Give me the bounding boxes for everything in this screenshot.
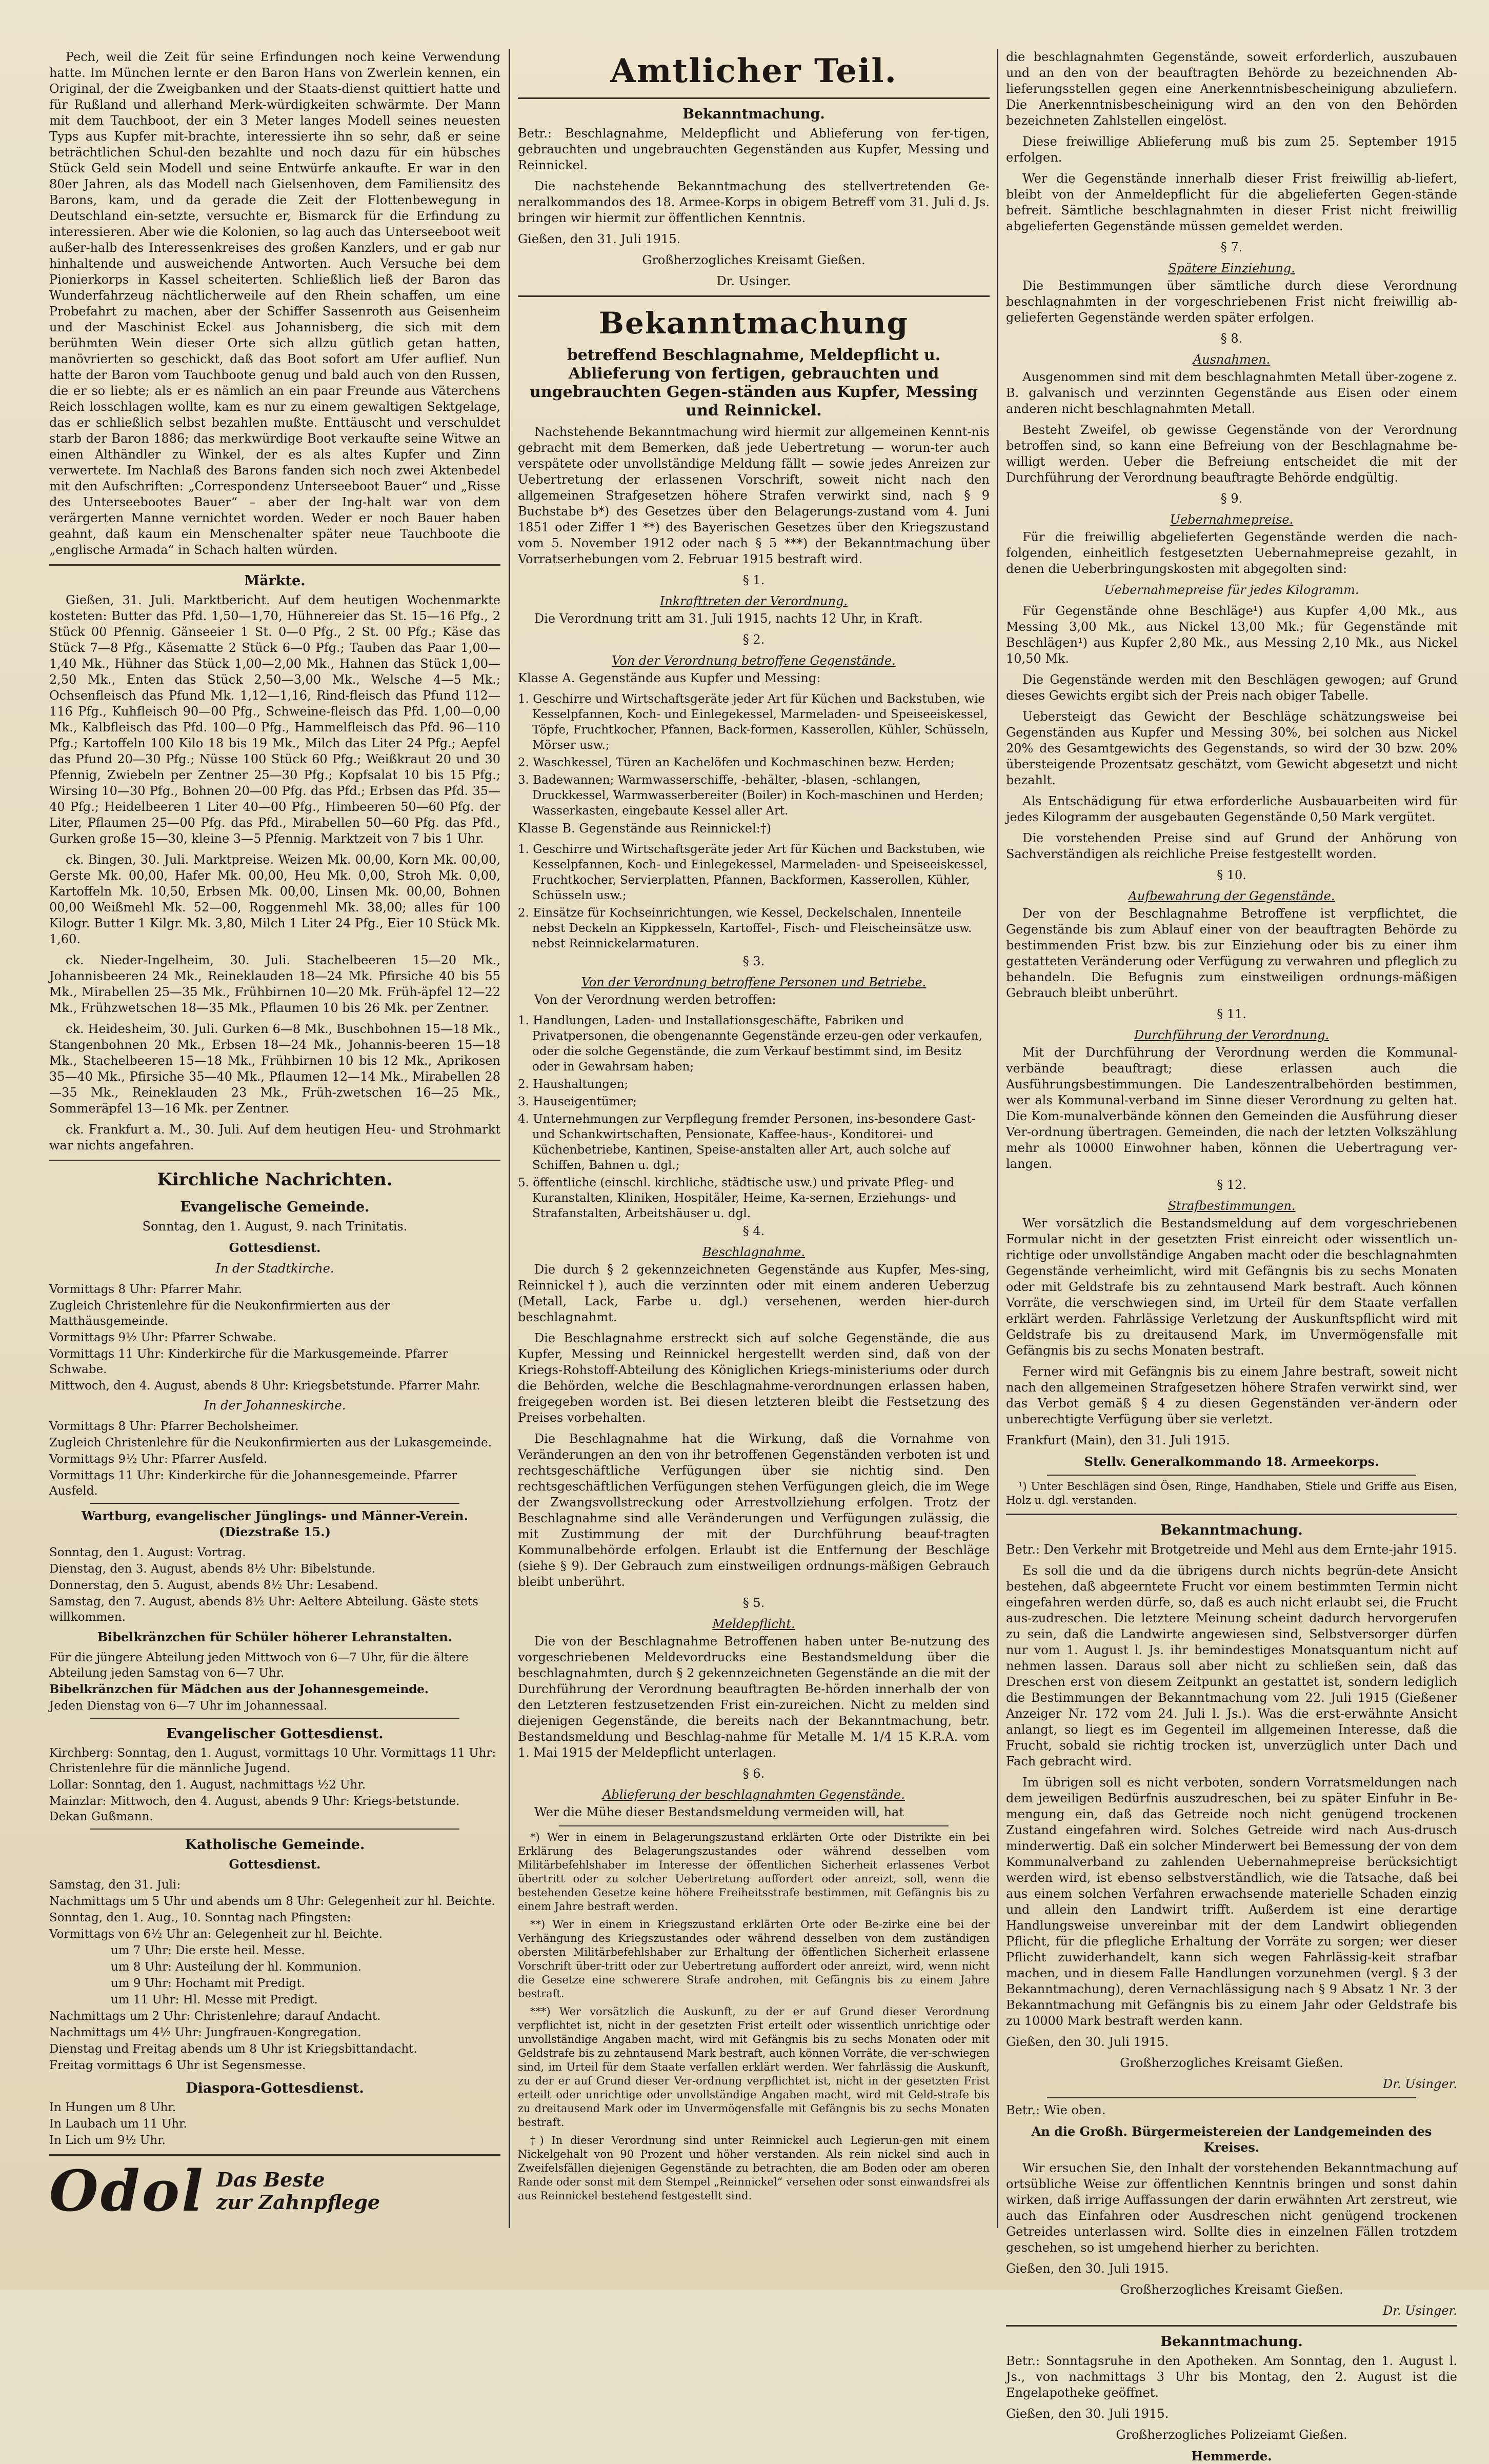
announcement-office: Großherzogliches Kreisamt Gießen.	[642, 253, 866, 267]
service-entry: Für die jüngere Abteilung jeden Mittwoch von 6—7 Uhr, für die ältere Abteilung jeden Samstag von 6—7 Uhr.	[49, 1651, 469, 1680]
service-entry: Freitag vormittags 6 Uhr ist Segensmesse.	[49, 2059, 306, 2072]
service-entry: Donnerstag, den 5. August, abends 8½ Uhr: Lesabend.	[49, 1579, 378, 1592]
list-item: 3. Hauseigentümer;	[518, 1095, 637, 1108]
service-entry: Vormittags 8 Uhr: Pfarrer Mahr.	[49, 1283, 243, 1296]
section-number: § 6.	[742, 1766, 765, 1781]
section-text: Ferner wird mit Gefängnis bis zu einem Jahre bestraft, soweit nicht nach den allgemeinen Strafgesetzen höhere Strafen verwirkt sind, wer das Verbot gemäß § 4 zu diesen Gegenständen ver-ändern oder unberechtigte Verfügung über sie verletzt.	[1006, 1364, 1457, 1426]
announcement-text: Wir ersuchen Sie, den Inhalt der vorstehenden Bekanntmachung auf ortsübliche Weise zur öffentlichen Kenntnis bringen und sonst dahin wirken, daß irrige Auffassungen der darin erwähnten Art zerstreut, wie auch das Einfahren oder Ausdreschen nicht genügend trockenen Getreides unterlassen wird. Sollte dies in einzelnen Fällen trotzdem geschehen, so ist umgehend hierher zu berichten.	[1006, 2161, 1457, 2255]
section-text: Ausgenommen sind mit dem beschlagnahmten Metall über-zogene z. B. galvanisch und verzinnten Gegenstände aus Eisen oder einem anderen nicht beschlagnahmten Metall.	[1006, 370, 1457, 416]
service-entry: um 7 Uhr: Die erste heil. Messe.	[111, 1944, 305, 1957]
stadtkirche-title: In der Stadtkirche.	[215, 1261, 334, 1276]
catholic-title: Katholische Gemeinde.	[185, 1837, 365, 1853]
section-text: Von der Verordnung werden betroffen:	[534, 992, 776, 1007]
divider	[49, 564, 500, 566]
list-item: 1. Handlungen, Laden- und Installationsgeschäfte, Fabriken und Privatpersonen, die obengenannte Gegenstände erzeu-gen oder verkaufen, oder die solche Gegenstände, die zum Verkauf bestimmt sind, im Besitz oder in Gewahrsam haben;	[518, 1014, 982, 1074]
service-entry: In Hungen um 8 Uhr.	[49, 2101, 176, 2114]
section-title: Durchführung der Verordnung.	[1134, 1028, 1330, 1042]
announcement-office: Großherzogliches Kreisamt Gießen.	[1120, 2056, 1343, 2070]
section-title: Spätere Einziehung.	[1168, 261, 1295, 275]
footnote: ***) Wer vorsätzlich die Auskunft, zu der er auf Grund dieser Verordnung verpflichtet ist, nicht in der gesetzten Frist erteilt oder wissentlich unrichtige oder unvollständige Angaben macht, wird mit Gefängnis bis zu sechs Monaten oder mit Geldstrafe bis zu zehntausend Mark bestraft, auch können Vorräte, die ver-schwiegen sind, im Urteil für dem Staate verfallen erklärt werden. Wer fahrlässig die Auskunft, zu der er auf Grund dieser Ver-ordnung verpflichtet ist, nicht in der gesetzten Frist erteilt oder unrichtige oder unvollständige Angaben macht, wird mit Geld-strafe bis zu dreitausend Mark oder im Unvermögensfalle mit Gefängnis bis zu sechs Monaten bestraft.	[518, 2005, 990, 2129]
announcement-subject: Betr.: Wie oben.	[1006, 2103, 1106, 2117]
section-title: Ablieferung der beschlagnahmten Gegenstände.	[602, 1787, 905, 1802]
announcement-signature: Dr. Usinger.	[1382, 2303, 1457, 2318]
service-entry: Vormittags 9½ Uhr: Pfarrer Ausfeld.	[49, 1453, 268, 1466]
column-rule	[997, 49, 998, 2228]
section-text: Uebersteigt das Gewicht der Beschläge schätzungsweise bei Gegenständen aus Kupfer und Messing 30%, bei solchen aus Nickel 20% des Gesamtgewichts des Gegenstands, so wird der 30 bzw. 20% übersteigende Prozentsatz geschätzt, vom Gewicht abgesetzt und nicht bezahlt.	[1006, 709, 1457, 787]
announcement-text: Die nachstehende Bekanntmachung des stellvertretenden Ge-neralkommandos des 18. Armee-Korps in obigem Betreff vom 31. Juli d. Js. bringen wir hiermit zur öffentlichen Kenntnis.	[518, 179, 990, 225]
section-text: Klasse B. Gegenstände aus Reinnickel:†)	[518, 821, 772, 836]
list-item: 5. öffentliche (einschl. kirchliche, städtische usw.) und private Pfleg- und Kuranstalten, Kliniken, Hospitäler, Heime, Ka-sernen, Erziehungs- und Strafanstalten, Arbeitshäuser u. dgl.	[518, 1176, 956, 1220]
section-title: Ausnahmen.	[1193, 352, 1271, 367]
service-date: Sonntag, den 1. August, 9. nach Trinitatis.	[142, 1219, 408, 1234]
service-entry: Nachmittags um 2 Uhr: Christenlehre; darauf Andacht.	[49, 2010, 381, 2023]
service-entry: um 9 Uhr: Hochamt mit Predigt.	[111, 1977, 305, 1990]
section-text: Besteht Zweifel, ob gewisse Gegenstände von der Verordnung betroffen sind, so kann eine Befreiung von der Beschlagnahme be-willigt werden. Ueber die Befreiung entscheidet die mit der Durchführung der Verordnung beauftragte Behörde endgültig.	[1006, 423, 1457, 485]
service-entry: Kirchberg: Sonntag, den 1. August, vormittags 10 Uhr. Vormittags 11 Uhr: Christenlehre für die männliche Jugend.	[49, 1746, 496, 1775]
section-text: Die Bestimmungen über sämtliche durch diese Verordnung beschlagnahmten in der vorgeschriebenen Frist nicht freiwillig ab-gelieferten Gegenstände werden später erfolgen.	[1006, 279, 1457, 325]
footnote: ¹) Unter Beschlägen sind Ösen, Ringe, Handhaben, Stiele und Griffe aus Eisen, Holz u. dgl. verstanden.	[1006, 1480, 1457, 1506]
divider	[1047, 1475, 1416, 1476]
bibel-title: Bibelkränzchen für Schüler höherer Lehranstalten.	[97, 1630, 453, 1644]
section-title: Meldepflicht.	[712, 1617, 795, 1631]
middle-column	[518, 49, 990, 2228]
section-text: Wer vorsätzlich die Bestandsmeldung auf dem vorgeschriebenen Formular nicht in der gesetzten Frist einreicht oder wissentlich un-richtige oder unvollständige Angaben macht oder die beschlagnahmten Gegenstände verheimlicht, wird mit Gefängnis bis zu sechs Monaten oder mit Geldstrafe bis zu zehntausend Mark bestraft. Auch können Vorräte, die verschwiegen sind, im Urteil für dem Staate verfallen erklärt werden. Fahrlässige Verletzung der Auskunftspflicht wird mit Geldstrafe bis zu dreitausend Mark, im Unvermögensfalle mit Gefängnis bis zu sechs Monaten bestraft.	[1006, 1216, 1457, 1358]
service-entry: Sonntag, den 1. August: Vortrag.	[49, 1546, 246, 1559]
service-entry: Lollar: Sonntag, den 1. August, nachmittags ½2 Uhr.	[49, 1778, 366, 1792]
list-item: 2. Haushaltungen;	[518, 1078, 629, 1091]
section-number: § 4.	[742, 1224, 765, 1238]
announcement-text: Es soll die und da die übrigens durch nichts begrün-dete Ansicht bestehen, daß abgeerntete Frucht vor einem bestimmten Termin nicht eingefahren werden dürfe, so, daß es auch nicht erlaubt sei, die Frucht aus-zudreschen. Die letztere Meinung scheint dadurch hervorgerufen zu sein, daß die Landwirte angewiesen sind, Selbstversorger dürfen nur vom 1. August l. Js. ihr bemindestiges Monatsquantum nicht auf nehmen lassen. Daraus soll aber nicht zu schließen sein, daß das Dreschen erst von diesem Zeitpunkt an gestattet ist, sondern lediglich die Bestimmungen der Bekanntmachung vom 22. Juli 1915 (Gießener Anzeiger Nr. 172 vom 24. Juli l. Js.). Was die erst-erwähnte Ansicht anlangt, so liegt es im Gegenteil im allgemeinen Interesse, daß die Frucht, sobald sie richtig trocken ist, unverzüglich unter Dach und Fach gebracht wird.	[1006, 1563, 1457, 1768]
service-entry: Vormittags 11 Uhr: Kinderkirche für die Markusgemeinde. Pfarrer Schwabe.	[49, 1347, 448, 1376]
odol-tagline: Das Beste zur Zahnpflege	[216, 2168, 380, 2214]
divider	[518, 295, 990, 297]
section-text: Als Entschädigung für etwa erforderliche Ausbauarbeiten wird für jedes Kilogramm der ausgebauten Gegenstände 0,50 Mark vergütet.	[1006, 794, 1457, 824]
announcement-signature: Dr. Usinger.	[716, 274, 791, 288]
divider	[90, 1503, 459, 1504]
divider	[90, 1718, 459, 1719]
market-report: ck. Frankfurt a. M., 30. Juli. Auf dem heutigen Heu- und Strohmarkt war nichts angefahren.	[49, 1122, 500, 1152]
section-title: Von der Verordnung betroffene Gegenstände.	[612, 653, 896, 668]
section-title: Inkrafttreten der Verordnung.	[659, 594, 848, 608]
service-entry: In Laubach um 11 Uhr.	[49, 2117, 187, 2131]
section-text: Die Beschlagnahme hat die Wirkung, daß die Vornahme von Veränderungen an den von ihr betroffenen Gegenständen verboten ist und rechtsgeschäftliche Verfügungen über sie nichtig sind. Den rechtsgeschäftlichen Verfügungen stehen Verfügungen gleich, die im Wege der Zwangsvollstreckung oder Arrestvollziehung erfolgen. Trotz der Beschlagnahme sind alle Veränderungen und Verfügungen zulässig, die mit Zustimmung der mit der Durchführung beauf-tragten Kommunalbehörde erfolgen. Erlaubt ist die Entfernung der Beschläge (siehe § 9). Der Gebrauch zum einstweiligen ordnungs-mäßigen Gebrauch bleibt unberührt.	[518, 1432, 990, 1589]
section-number: § 2.	[742, 632, 765, 647]
announcement-office: Großherzogliches Kreisamt Gießen.	[1120, 2282, 1343, 2297]
announcement-place: Gießen, den 30. Juli 1915.	[1006, 2035, 1169, 2049]
divider	[49, 1160, 500, 1161]
price-subtitle: Uebernahmepreise für jedes Kilogramm.	[1104, 583, 1359, 597]
announcement-title: Bekanntmachung.	[1160, 2334, 1303, 2350]
section-number: § 7.	[1220, 240, 1243, 254]
section-text: Die von der Beschlagnahme Betroffenen haben unter Be-nutzung des vorgeschriebenen Meldevordrucks eine Bestandsmeldung über die beschlagnahmten, durch § 2 gekennzeichneten Gegenstände an die mit der Durchführung der Verordnung beauftragten Be-hörden innerhalb der von den Letzteren festzusetzenden Frist ein-zureichen. Nicht zu melden sind diejenigen Gegenstände, die bereits nach der Bekanntmachung, betr. Bestandsmeldung und Beschlag-nahme für Metalle M. 1/4 15 K.R.A. vom 1. Mai 1915 der Meldepflicht unterlagen.	[518, 1634, 990, 1760]
service-entry: Vormittags 8 Uhr: Pfarrer Becholsheimer.	[49, 1420, 299, 1433]
market-report: ck. Bingen, 30. Juli. Marktpreise. Weizen Mk. 00,00, Korn Mk. 00,00, Gerste Mk. 00,00, Hafer Mk. 00,00, Heu Mk. 0,00, Stroh Mk. 0,00, Kartoffeln Mk. 10,50, Erbsen Mk. 00,00, Linsen Mk. 00,00, Bohnen 00,00 Weißmehl Mk. 52—00, Roggenmehl Mk. 38,00; alles für 100 Kilogr. Butter 1 Kilgr. Mk. 3,80, Milch 1 Liter 24 Pfg., Eier 10 Stück Mk. 1,60.	[49, 852, 500, 946]
section-number: § 8.	[1220, 331, 1243, 346]
announcement-text: Im übrigen soll es nicht verboten, sondern Vorratsmeldungen nach dem jeweiligen Bedürfnis auszudreschen, bei zu später Einfuhr in Be-mengung ein, daß das Getreide noch nicht genügend trockenen Zustand eingefahren wird. Solches Getreide wird nach Aus-drusch minderwertig. Daß ein solcher Minderwert bei Bemessung der von dem Kommunalverband zu zahlenden Uebernahmepreise berücksichtigt werden wird, ist ebenso selbstverständlich, wie die Tatsache, daß bei aus einem solchen Verfahren erwachsende materielle Schaden einzig und allein den Landwirt trifft. Außerdem ist eine derartige Handlungsweise unvereinbar mit der dem Landwirt obliegenden Pflicht, für die pflegliche Erhaltung der Vorräte zu sorgen; wer dieser Pflicht zuwiderhandelt, kann sich wegen Fahrlässig-keit strafbar machen, und in diesem Falle Handlungen vorzunehmen (vergl. § 3 der Bekanntmachung), deren Vernachlässigung nach § 9 Absatz 1 Nr. 3 der Bekanntmachung mit Gefängnis bis zu einem Jahr oder Geldstrafe bis zu 10000 Mark bestraft werden kann.	[1006, 1775, 1457, 2028]
service-entry: um 11 Uhr: Hl. Messe mit Predigt.	[111, 1993, 318, 2006]
section-text: Die Gegenstände werden mit den Beschlägen gewogen; auf Grund dieses Gewichts ergibt sich der Preis nach obiger Tabelle.	[1006, 672, 1457, 703]
johannes-title: In der Johanneskirche.	[204, 1398, 346, 1413]
decree-signature: Stellv. Generalkommando 18. Armeekorps.	[1084, 1454, 1379, 1469]
service-entry: Vormittags 11 Uhr: Kinderkirche für die Johannesgemeinde. Pfarrer Ausfeld.	[49, 1469, 457, 1498]
section-text: Für die freiwillig abgelieferten Gegenstände werden die nach-folgenden, einheitlich festgesetzten Uebernahmepreise gezahlt, in denen die Ueberbringungskosten mit abgegolten sind:	[1006, 530, 1457, 576]
section-number: § 12.	[1217, 1178, 1246, 1192]
section-title: Beschlagnahme.	[702, 1245, 806, 1259]
odol-logo: Odol	[49, 2158, 205, 2224]
section-title: Uebernahmepreise.	[1170, 512, 1294, 527]
service-entry: Bibelkränzchen für Mädchen aus der Johannesgemeinde.	[49, 1682, 429, 1696]
section-number: § 3.	[742, 954, 765, 968]
announcement-place: Gießen, den 30. Juli 1915.	[1006, 2407, 1169, 2421]
service-entry: Jeden Dienstag von 6—7 Uhr im Johannessaal.	[49, 1699, 328, 1713]
divider	[1006, 2325, 1457, 2327]
diaspora-title: Diaspora-Gottesdienst.	[186, 2080, 364, 2096]
service-entry: Vormittags 9½ Uhr: Pfarrer Schwabe.	[49, 1331, 277, 1344]
decree-subtitle: betreffend Beschlagnahme, Meldepflicht u. Ablieferung von fertigen, gebrauchten und ungebrauchten Gegen-ständen aus Kupfer, Messing und Reinnickel.	[530, 346, 978, 420]
footnote: †) In dieser Verordnung sind unter Reinnickel auch Legierun-gen mit einem Nickelgehalt von 90 Prozent und höher verstanden. Als rein nickel sind auch in Zweifelsfällen diejenigen Gegenstände zu betrachten, die am Boden oder am oberen Rande oder sonst mit dem Stempel „Reinnickel“ versehen oder sonst einwandsfrei als aus Reinnickel bestehend festgestellt sind.	[518, 2134, 990, 2202]
announcement-recipient: An die Großh. Bürgermeistereien der Landgemeinden des Kreises.	[1031, 2124, 1432, 2155]
market-report: ck. Nieder-Ingelheim, 30. Juli. Stachelbeeren 15—20 Mk., Johannisbeeren 24 Mk., Reineklauden 18—24 Mk. Pfirsiche 40 bis 55 Mk., Mirabellen 25—35 Mk., Frühbirnen 10—20 Mk. Früh-äpfel 12—22 Mk., Frühzwetschen 18—35 Mk., Pflaumen 10 bis 26 Mk. per Zentner.	[49, 953, 500, 1015]
section-number: § 1.	[742, 573, 765, 587]
announcement-subject: Betr.: Beschlagnahme, Meldepflicht und Ablieferung von fer-tigen, gebrauchten und ungebrauchten Gegenständen aus Kupfer, Messing und Reinnickel.	[518, 126, 990, 172]
list-item: 1. Geschirre und Wirtschaftsgeräte jeder Art für Küchen und Backstuben, wie Kesselpfannen, Koch- und Einlegekessel, Marmeladen- und Speiseeiskessel, Fruchtkocher, Servierplatten, Pfannen, Backformen, Kasserollen, Kühler, Schüsseln usw.;	[518, 843, 988, 902]
announcement-place: Gießen, den 31. Juli 1915.	[518, 232, 681, 246]
service-entry: um 8 Uhr: Austeilung der hl. Kommunion.	[111, 1960, 361, 1974]
service-entry: Mittwoch, den 4. August, abends 8 Uhr: Kriegsbetstunde. Pfarrer Mahr.	[49, 1379, 480, 1393]
announcement-subject: Betr.: Den Verkehr mit Brotgetreide und Mehl aus dem Ernte-jahr 1915.	[1006, 1542, 1457, 1557]
section-text: Für Gegenstände ohne Beschläge¹) aus Kupfer 4,00 Mk., aus Messing 3,00 Mk., aus Nickel 13,00 Mk.; für Gegenstände mit Beschlägen¹) aus Kupfer 2,80 Mk., aus Messing 2,10 Mk., aus Nickel 10,50 Mk.	[1006, 604, 1457, 666]
column-rule	[509, 49, 510, 2228]
section-text: Die Verordnung tritt am 31. Juli 1915, nachts 12 Uhr, in Kraft.	[534, 611, 923, 626]
service-entry: Vormittags von 6½ Uhr an: Gelegenheit zur hl. Beichte.	[49, 1928, 383, 1941]
section-number: § 11.	[1217, 1007, 1246, 1021]
section-title: Strafbestimmungen.	[1168, 1199, 1296, 1213]
services-label: Gottesdienst.	[229, 1240, 321, 1255]
footnote: *) Wer in einem in Belagerungszustand erklärten Orte oder Distrikte ein bei Erklärung des Belagerungszustandes oder während desselben vom Militärbefehlshaber im Interesse der öffentlichen Sicherheit erlassenes Verbot übertritt oder zu solcher Uebertretung auffordert oder anreizt, soll, wenn die bestehenden Gesetze keine höhere Freiheitsstrafe bestimmen, mit Gefängnis bis zu einem Jahre bestraft werden.	[518, 1831, 990, 1913]
evgd-title: Evangelischer Gottesdienst.	[166, 1726, 384, 1742]
section-text: Diese freiwillige Ablieferung muß bis zum 25. September 1915 erfolgen.	[1006, 134, 1457, 165]
section-text: die beschlagnahmten Gegenstände, soweit erforderlich, auszubauen und an den von der beauftragten Behörde zu bezeichnenden Ab-lieferungsstellen gegen eine Anerkenntnisbescheinigung abzuliefern. Die Anerkenntnisbescheinigung wird an den von den Behörden bezeichneten Zahlstellen eingelöst.	[1006, 50, 1457, 128]
right-column	[1006, 49, 1457, 2463]
announcement-signature: Hemmerde.	[1191, 2449, 1272, 2463]
list-item: 4. Unternehmungen zur Verpflegung fremder Personen, ins-besondere Gast- und Schankwirtschaften, Pensionate, Kaffee-haus-, Konditorei- und Küchenbetriebe, Kantinen, Speise-anstalten aller Art, auch solche auf Schiffen, Bahnen u. dgl.;	[518, 1112, 976, 1172]
decree-title: Bekanntmachung	[598, 306, 909, 341]
section-text: Der von der Beschlagnahme Betroffene ist verpflichtet, die Gegenstände bis zum Ablauf einer von der beauftragten Behörde zu bestimmenden Frist bzw. bis zur Einziehung oder bis zu einer ihm gestatteten Veränderung oder Verfügung zu verwahren und pfleglich zu behandeln. Die Befugnis zum einstweiligen ordnungs-mäßigen Gebrauch bleibt unberührt.	[1006, 906, 1457, 1000]
list-item: 2. Waschkessel, Türen an Kachelöfen und Kochmaschinen bezw. Herden;	[518, 756, 955, 769]
official-section-title: Amtlicher Teil.	[610, 52, 897, 90]
church-news-title: Kirchliche Nachrichten.	[157, 1169, 393, 1190]
section-number: § 9.	[1220, 491, 1243, 506]
service-entry: Zugleich Christenlehre für die Neukonfirmierten aus der Matthäusgemeinde.	[49, 1299, 390, 1328]
section-number: § 10.	[1217, 868, 1246, 882]
section-text: Die Beschlagnahme erstreckt sich auf solche Gegenstände, die aus Kupfer, Messing und Reinnickel hergestellt werden sind, daß von der Kriegs-Rohstoff-Abteilung des Königlichen Kriegs-ministeriums oder durch die Behörden, welche die Beschlagnahme-verordnungen erlassen haben, freigegeben worden ist. Bei diesen letzteren bleibt die Festsetzung des Preises vorbehalten.	[518, 1331, 990, 1425]
feuilleton-text: Pech, weil die Zeit für seine Erfindungen noch keine Verwendung hatte. Im München lernte er den Baron Hans von Zwerlein kennen, ein Original, der die Zweigbanken und der Staats-dienst quittiert hatte und für Rußland und allerhand Merk-würdigkeiten schwärmte. Der Mann mit dem Tauchboot, der ein 3 Meter langes Modell seines neuesten Typs aus Kupfer mit-brachte, interessierte ihn so sehr, daß er seine beträchtlichen Schul-den bezahlte und noch dazu für ein hübsches Stück Geld sein Modell und seine Entwürfe ankaufte. Er war in den 80er Jahren, als das Modell nach Gielsenhoven, dem Familiensitz des Barons, kam, und da gerade die Zeit der Flottenbewegung in Deutschland ein-setzte, versuchte er, Bismarck für die Erfindung zu interessieren. Aber wie die Kolonien, so lag auch das Unterseeboot weit außer-halb des Interessenkreises des großen Kanzlers, und er gab nur hinhaltende und ausweichende Antworten. Auch Versuche bei dem Pionierkorps in Kassel scheiterten. Schließlich ließ der Baron das Wunderfahrzeug nächtlicherweile auf den Rhein schaffen, um eine Probefahrt zu machen, aber der Schiffer Sassenroth aus Geisenheim und der Maschinist Eckel aus Johannisberg, die sich mit dem berühmten Wein dieser Orte sich allzu gütlich getan hatten, manövrierten so geschickt, daß das Boot sofort am Ufer auflief. Nun hatte der Baron vom Tauchboote genug und bald auch von den Russen, die er so liebte; als er es nämlich an ein paar Freunde aus Väterchens Reich losschlagen wollte, kam es nur zu einem gewaltigen Sektgelage, das er schließlich selbst bezahlen mußte. Enttäuscht und verschuldet starb der Baron 1886; das merkwürdige Boot verkaufte seine Witwe an einen Althändler zu Winkel, der es als altes Kupfer und Zinn verwertete. Im Nachlaß des Barons fanden sich noch zwei Aktenbedel mit den Aufschriften: „Correspondenz Unterseeboot Bauer“ und „Risse des Unterseebootes Bauer“ – aber der Ing-halt war von dem verärgerten Manne vernichtet worden. Weder er noch Bauer haben geahnt, daß kaum ein Menschenalter später neue Tauchboote die „englische Armada“ in Schach halten würden.	[49, 50, 500, 557]
list-item: 3. Badewannen; Warmwasserschiffe, -behälter, -blasen, -schlangen, Druckkessel, Warmwasserbereiter (Boiler) in Koch-maschinen und Herden; Wasserkasten, eingebaute Kessel aller Art.	[518, 773, 983, 818]
announcement-text: Betr.: Sonntagsruhe in den Apotheken. Am Sonntag, den 1. August l. Js., von nachmittags 3 Uhr bis Montag, den 2. August ist die Engelapotheke geöffnet.	[1006, 2354, 1457, 2400]
service-entry: In Lich um 9½ Uhr.	[49, 2134, 166, 2147]
odol-advertisement	[49, 2158, 500, 2224]
section-text: Die durch § 2 gekennzeichneten Gegenstände aus Kupfer, Mes-sing, Reinnickel†), auch die verzinnten oder mit einem anderen Ueberzug (Metall, Lack, Farbe u. dgl.) versehenen, werden hier-durch beschlagnahmt.	[518, 1262, 990, 1324]
section-number: § 5.	[742, 1596, 765, 1610]
verein-title: Wartburg, evangelischer Jünglings- und Männer-Verein. (Diezstraße 15.)	[82, 1508, 468, 1539]
divider	[49, 2154, 500, 2156]
divider	[1006, 1514, 1457, 1515]
market-title: Märkte.	[244, 573, 306, 589]
service-entry: Dienstag und Freitag abends um 8 Uhr ist Kriegsbittandacht.	[49, 2042, 417, 2056]
list-item: 1. Geschirre und Wirtschaftsgeräte jeder Art für Küchen und Backstuben, wie Kesselpfannen, Koch- und Einlegekessel, Marmeladen- und Speiseeiskessel, Töpfe, Fruchtkocher, Pfannen, Back-formen, Kasserollen, Kühler, Schüsseln, Mörser usw.;	[518, 692, 989, 752]
section-text: Klasse A. Gegenstände aus Kupfer und Messing:	[518, 671, 821, 685]
left-column	[49, 49, 500, 2228]
section-text: Die vorstehenden Preise sind auf Grund der Anhörung von Sachverständigen als reichliche Preise festgestellt worden.	[1006, 831, 1457, 861]
section-title: Aufbewahrung der Gegenstände.	[1128, 889, 1335, 903]
market-report: Gießen, 31. Juli. Marktbericht. Auf dem heutigen Wochenmarkte kosteten: Butter das Pfd. 1,50—1,70, Hühnereier das St. 15—16 Pfg., 2 Stück 00 Pfennig. Gänseeier 1 St. 0—0 Pfg., 2 St. 00 Pfg.; Käse das Stück 7—8 Pfg., Käsematte 2 Stück 6—0 Pfg.; Tauben das Paar 1,00—1,40 Mk., Hühner das Stück 1,00—2,00 Mk., Hahnen das Stück 1,00—2,50 Mk., Enten das Stück 2,50—3,00 Mk., Welsche 4—5 Mk.; Ochsenfleisch das Pfund Mk. 1,12—1,16, Rind-fleisch das Pfund 112—116 Pfg., Kuhfleisch 90—00 Pfg., Schweine-fleisch das Pfd. 1,00—0,00 Mk., Kalbfleisch das Pfd. 100—0 Pfg., Hammelfleisch das Pfd. 96—110 Pfg.; Kartoffeln 100 Kilo 18 bis 19 Mk., Milch das Liter 24 Pfg.; Aepfel das Pfund 20—30 Pfg.; Nüsse 100 Stück 60 Pfg.; Weißkraut 20 und 30 Pfennig, Zwiebeln per Zentner 25—30 Pfg.; Kopfsalat 10 bis 15 Pfg.; Wirsing 10—30 Pfg., Bohnen 20—00 Pfg. das Pfd.; Erbsen das Pfd. 35—40 Pfg.; Heidelbeeren 1 Liter 40—00 Pfg., Himbeeren 50—60 Pfg. der Liter, Pflaumen 25—00 Pfg. das Pfd., Mirabellen 50—60 Pfg. das Pfd., Gurken große 15—30, kleine 3—5 Pfennig. Marktzeit von 7 bis 1 Uhr.	[49, 593, 500, 846]
service-entry: Mainzlar: Mittwoch, den 4. August, abends 9 Uhr: Kriegs-betstunde. Dekan Gußmann.	[49, 1795, 460, 1823]
catholic-sub: Gottesdienst.	[229, 1857, 321, 1872]
evangelical-title: Evangelische Gemeinde.	[180, 1199, 370, 1215]
announcement-place: Gießen, den 30. Juli 1915.	[1006, 2261, 1169, 2276]
divider	[518, 97, 990, 99]
section-text: Wer die Mühe dieser Bestandsmeldung vermeiden will, hat	[534, 1805, 904, 1819]
announcement-office: Großherzogliches Polizeiamt Gießen.	[1116, 2428, 1347, 2442]
announcement-title: Bekanntmachung.	[1160, 1522, 1303, 1538]
service-entry: Zugleich Christenlehre für die Neukonfirmierten aus der Lukasgemeinde.	[49, 1436, 492, 1449]
service-entry: Dienstag, den 3. August, abends 8½ Uhr: Bibelstunde.	[49, 1562, 376, 1576]
decree-intro: Nachstehende Bekanntmachung wird hiermit zur allgemeinen Kennt-nis gebracht mit dem Bemerken, daß jede Uebertretung — worun-ter auch verspätete oder unvollständige Meldung fällt — sowie jedes Anreizen zur Uebertretung der erlassenen Vorschrift, soweit nicht nach den allgemeinen Strafgesetzen höhere Strafen verwirkt sind, nach § 9 Buchstabe b*) des Gesetzes über den Belagerungs-zustand vom 4. Juni 1851 oder Ziffer 1 **) des Bayerischen Gesetzes über den Kriegszustand vom 5. November 1912 oder nach § 5 ***) der Bekanntmachung über Vorratserhebungen vom 2. Februar 1915 bestraft wird.	[518, 425, 990, 566]
section-text: Mit der Durchführung der Verordnung werden die Kommunal-verbände beauftragt; diese erlassen auch die Ausführungsbestimmungen. Die Landeszentralbehörden bestimmen, wer als Kommunal-verband im Sinne dieser Verordnung zu gelten hat. Die Kom-munalverbände können den Gemeinden die Ausführung dieser Ver-ordnung übertragen. Gemeinden, die nach der letzten Volkszählung mehr als 10000 Einwohner haben, können die Uebertragung ver-langen.	[1006, 1045, 1457, 1171]
announcement-title: Bekanntmachung.	[682, 106, 825, 122]
divider	[559, 1825, 949, 1826]
service-entry: Nachmittags um 5 Uhr und abends um 8 Uhr: Gelegenheit zur hl. Beichte.	[49, 1895, 495, 1908]
decree-place: Frankfurt (Main), den 31. Juli 1915.	[1006, 1433, 1230, 1447]
announcement-signature: Dr. Usinger.	[1382, 2077, 1457, 2091]
footnote: **) Wer in einem in Kriegszustand erklärten Orte oder Be-zirke eine bei der Verhängung des Kriegszustandes oder während desselben von dem zuständigen obersten Militärbefehlshaber zur Erhaltung der öffentlichen Sicherheit erlassene Vorschrift über-tritt oder zur Uebertretung auffordert oder anreizt, wird, wenn nicht die Gesetze eine schwerere Strafe androhen, mit Gefängnis bis zu einem Jahre bestraft.	[518, 1918, 990, 2000]
section-title: Von der Verordnung betroffene Personen und Betriebe.	[581, 975, 927, 989]
divider	[1047, 2097, 1416, 2098]
service-entry: Nachmittags um 4½ Uhr: Jungfrauen-Kongregation.	[49, 2026, 361, 2039]
service-entry: Sonntag, den 1. Aug., 10. Sonntag nach Pfingsten:	[49, 1911, 351, 1924]
divider	[90, 1829, 459, 1830]
service-entry: Samstag, den 31. Juli:	[49, 1878, 181, 1892]
list-item: 2. Einsätze für Kochseinrichtungen, wie Kessel, Deckelschalen, Innenteile nebst Deckeln an Kippkesseln, Kartoffel-, Fisch- und Fleischeinsätze usw. nebst Reinnickelarmaturen.	[518, 906, 972, 950]
section-text: Wer die Gegenstände innerhalb dieser Frist freiwillig ab-liefert, bleibt von der Anmeldepflicht für die abgelieferten Gegen-stände befreit. Sämtliche beschlagnahmten in dieser Frist nicht freiwillig abgelieferten Gegenstände müssen gemeldet werden.	[1006, 171, 1457, 233]
market-report: ck. Heidesheim, 30. Juli. Gurken 6—8 Mk., Buschbohnen 15—18 Mk., Stangenbohnen 20 Mk., Erbsen 18—24 Mk., Johannis-beeren 15—18 Mk., Stachelbeeren 15—18 Mk., Frühbirnen 10 bis 12 Mk., Aprikosen 35—40 Mk., Pfirsiche 35—40 Mk., Pflaumen 12—14 Mk., Mirabellen 28—35 Mk., Reineklauden 23 Mk., Früh-zwetschen 16—25 Mk., Sommeräpfel 13—16 Mk. per Zentner.	[49, 1022, 500, 1116]
service-entry: Samstag, den 7. August, abends 8½ Uhr: Aeltere Abteilung. Gäste stets willkommen.	[49, 1595, 478, 1624]
